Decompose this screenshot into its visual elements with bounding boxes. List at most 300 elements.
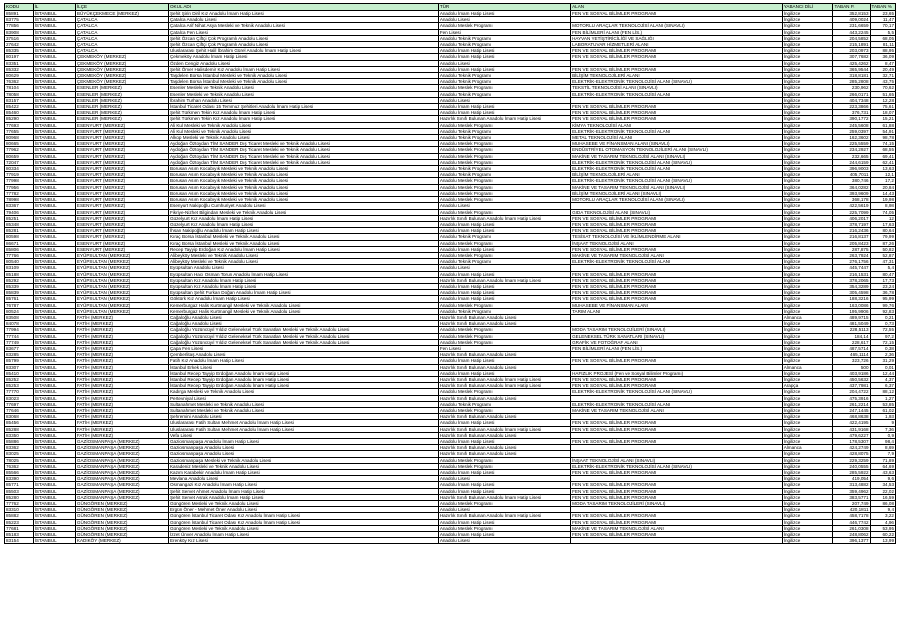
cell-taban-puan: 396,1377 bbox=[833, 538, 870, 544]
cell-ilce: ESENYURT (MERKEZ) bbox=[75, 141, 168, 147]
cell-tur: Anadolu İmam Hatip Lisesi bbox=[438, 54, 570, 60]
cell-kodu: 80540 bbox=[5, 259, 34, 265]
cell-taban-puan: 383,5771 bbox=[833, 494, 870, 500]
cell-okul-adi: Çatalca Anadolu Lisesi bbox=[168, 17, 438, 23]
cell-taban-yuzde: 23,24 bbox=[870, 283, 895, 289]
cell-taban-yuzde: 1,27 bbox=[870, 395, 895, 401]
cell-kodu: 76362 bbox=[5, 463, 34, 469]
cell-taban-yuzde: 20,84 bbox=[870, 184, 895, 190]
cell-tur: Anadolu İmam Hatip Lisesi bbox=[438, 228, 570, 234]
cell-yabanci-dili: İngilizce bbox=[782, 321, 833, 327]
cell-alan: FEN VE SOSYAL BİLİMLER PROGRAMI bbox=[571, 519, 783, 525]
cell-yabanci-dili: İngilizce bbox=[782, 327, 833, 333]
cell-ilce: FATİH (MERKEZ) bbox=[75, 321, 168, 327]
cell-tur: Fen Lisesi bbox=[438, 29, 570, 35]
cell-yabanci-dili: İngilizce bbox=[782, 97, 833, 103]
cell-alan: FEN VE SOSYAL BİLİMLER PROGRAMI bbox=[571, 283, 783, 289]
cell-taban-yuzde: 8,47 bbox=[870, 60, 895, 66]
cell-kodu: 85253 bbox=[5, 383, 34, 389]
cell-il: İSTANBUL bbox=[33, 190, 75, 196]
cell-kodu: 85280 bbox=[5, 494, 34, 500]
cell-yabanci-dili: İngilizce bbox=[782, 376, 833, 382]
cell-yabanci-dili: İngilizce bbox=[782, 408, 833, 414]
cell-kodu: 85566 bbox=[5, 470, 34, 476]
cell-alan: ENDÜSTRİYEL OTOMASYON TEKNOLOJİLERİ ALANI (SINAVLI) bbox=[571, 147, 783, 153]
cell-il: İSTANBUL bbox=[33, 203, 75, 209]
cell-taban-puan: 431,9168 bbox=[833, 426, 870, 432]
cell-taban-puan: 178,5307 bbox=[833, 439, 870, 445]
cell-taban-puan: 266,0171 bbox=[833, 91, 870, 97]
cell-alan: FEN VE SOSYAL BİLİMLER PROGRAMI bbox=[571, 470, 783, 476]
cell-kodu: 85761 bbox=[5, 296, 34, 302]
cell-tur: Anadolu Meslek Programı bbox=[438, 457, 570, 463]
cell-kodu: 72047 bbox=[5, 159, 34, 165]
cell-taban-yuzde: 36,09 bbox=[870, 54, 895, 60]
cell-taban-yuzde: 52,87 bbox=[870, 252, 895, 258]
cell-il: İSTANBUL bbox=[33, 507, 75, 513]
cell-ilce: FATİH (MERKEZ) bbox=[75, 414, 168, 420]
cell-ilce: ESENYURT (MERKEZ) bbox=[75, 122, 168, 128]
cell-okul-adi: Çapa Fen Lisesi bbox=[168, 345, 438, 351]
cell-kodu: 85288 bbox=[5, 426, 34, 432]
cell-taban-yuzde: 88,12 bbox=[870, 389, 895, 395]
cell-ilce: KADIKÖY (MERKEZ) bbox=[75, 538, 168, 544]
cell-alan: FEN VE SOSYAL BİLİMLER PROGRAMI bbox=[571, 482, 783, 488]
cell-tur: Anadolu İmam Hatip Lisesi bbox=[438, 370, 570, 376]
cell-alan: FEN VE SOSYAL BİLİMLER PROGRAMI bbox=[571, 488, 783, 494]
cell-yabanci-dili: İngilizce bbox=[782, 277, 833, 283]
cell-okul-adi: Güngören Mesleki ve Teknik Anadolu Lisesi bbox=[168, 525, 438, 531]
cell-tur: Hazırlık Sınıfı Bulunan Anadolu İmam Hatip Lisesi bbox=[438, 426, 570, 432]
cell-taban-puan: 225,5559 bbox=[833, 141, 870, 147]
cell-okul-adi: Şehit Türkmen Tekin Kız Anadolu İmam Hatip Lisesi bbox=[168, 116, 438, 122]
cell-tur: Anadolu Meslek Programı bbox=[438, 501, 570, 507]
cell-ilce: ÇATALCA bbox=[75, 42, 168, 48]
cell-alan: FEN VE SOSYAL BİLİMLER PROGRAMI bbox=[571, 513, 783, 519]
cell-taban-puan: 261,2214 bbox=[833, 401, 870, 407]
cell-il: İSTANBUL bbox=[33, 308, 75, 314]
cell-tur: Anadolu İmam Hatip Lisesi bbox=[438, 532, 570, 538]
cell-alan: FEN VE SOSYAL BİLİMLER PROGRAMI bbox=[571, 296, 783, 302]
cell-tur: Anadolu Lisesi bbox=[438, 17, 570, 23]
cell-alan: GRAFİK VE FOTOĞRAF ALANI bbox=[571, 339, 783, 345]
cell-taban-yuzde: 68,55 bbox=[870, 147, 895, 153]
cell-tur: Anadolu Meslek Programı bbox=[438, 525, 570, 531]
cell-taban-puan: 390,1772 bbox=[833, 116, 870, 122]
cell-tur: Anadolu Meslek Programı bbox=[438, 85, 570, 91]
cell-tur: Anadolu Meslek Programı bbox=[438, 252, 570, 258]
cell-il: İSTANBUL bbox=[33, 141, 75, 147]
cell-yabanci-dili: İngilizce bbox=[782, 190, 833, 196]
cell-taban-puan: 409,0024 bbox=[833, 17, 870, 23]
cell-taban-yuzde: 18,07 bbox=[870, 110, 895, 116]
cell-il: İSTANBUL bbox=[33, 271, 75, 277]
cell-taban-yuzde: 0,38 bbox=[870, 345, 895, 351]
cell-taban-puan: 234,2927 bbox=[833, 147, 870, 153]
cell-il: İSTANBUL bbox=[33, 395, 75, 401]
cell-ilce: FATİH (MERKEZ) bbox=[75, 364, 168, 370]
cell-taban-puan: 458,7178 bbox=[833, 513, 870, 519]
cell-yabanci-dili: İngilizce bbox=[782, 221, 833, 227]
cell-taban-puan: 422,4195 bbox=[833, 420, 870, 426]
cell-il: İSTANBUL bbox=[33, 79, 75, 85]
cell-okul-adi: İhsan Nakipoğlu Anadolu İmam Hatip Lisesi bbox=[168, 228, 438, 234]
cell-kodu: 85839 bbox=[5, 290, 34, 296]
cell-taban-yuzde: 4,37 bbox=[870, 376, 895, 382]
cell-kodu: 77994 bbox=[5, 327, 34, 333]
cell-okul-adi: Özden Cengiz Anadolu Lisesi bbox=[168, 60, 438, 66]
cell-il: İSTANBUL bbox=[33, 60, 75, 66]
cell-taban-yuzde: 86,08 bbox=[870, 501, 895, 507]
cell-taban-puan: 481,5049 bbox=[833, 321, 870, 327]
cell-yabanci-dili: İngilizce bbox=[782, 122, 833, 128]
cell-taban-yuzde: 88,95 bbox=[870, 48, 895, 54]
cell-taban-yuzde: 72,55 bbox=[870, 327, 895, 333]
cell-taban-yuzde: 92,83 bbox=[870, 308, 895, 314]
cell-taban-yuzde: 69,41 bbox=[870, 153, 895, 159]
cell-tur: Anadolu Meslek Programı bbox=[438, 327, 570, 333]
cell-tur: Hazırlık Sınıfı Bulunan Anadolu İmam Hatip Lisesi bbox=[438, 383, 570, 389]
header-alan: ALAN bbox=[571, 4, 783, 11]
cell-alan: MAKİNE VE TASARIM TEKNOLOJİSİ ALANI (SINAVLI) bbox=[571, 153, 783, 159]
cell-okul-adi: Şehit Ömer Halisdemir Kız Anadolu İmam Hatip Lisesi bbox=[168, 66, 438, 72]
cell-il: İSTANBUL bbox=[33, 333, 75, 339]
cell-tur: Anadolu Meslek Programı bbox=[438, 333, 570, 339]
cell-alan: FEN BİLİMLERİ ALANI (FEN LİS.) bbox=[571, 345, 783, 351]
cell-yabanci-dili: İngilizce bbox=[782, 228, 833, 234]
cell-alan: ELEKTRİK-ELEKTRONİK TEKNOLOJİSİ ALANI bbox=[571, 401, 783, 407]
cell-il: İSTANBUL bbox=[33, 97, 75, 103]
cell-taban-yuzde: 61,02 bbox=[870, 408, 895, 414]
cell-kodu: 85188 bbox=[5, 271, 34, 277]
cell-ilce: EYÜPSULTAN (MERKEZ) bbox=[75, 277, 168, 283]
cell-okul-adi: Sultanahmet Mesleki ve Teknik Anadolu Lisesi bbox=[168, 401, 438, 407]
cell-tur: Hazırlık Sınıfı Bulunan Anadolu Lisesi bbox=[438, 352, 570, 358]
cell-il: İSTANBUL bbox=[33, 513, 75, 519]
cell-ilce: EYÜPSULTAN (MERKEZ) bbox=[75, 302, 168, 308]
cell-kodu: 85223 bbox=[5, 519, 34, 525]
cell-tur: Anadolu Teknik Programı bbox=[438, 91, 570, 97]
cell-yabanci-dili: İngilizce bbox=[782, 283, 833, 289]
cell-okul-adi: Esenler Mesleki ve Teknik Anadolu Lisesi bbox=[168, 85, 438, 91]
cell-kodu: 85335 bbox=[5, 48, 34, 54]
cell-taban-yuzde: 3,22 bbox=[870, 513, 895, 519]
cell-kodu: 83310 bbox=[5, 507, 34, 513]
cell-alan: ELEKTRİK-ELEKTRONİK TEKNOLOJİSİ ALANI (SINAVLI) bbox=[571, 159, 783, 165]
cell-il: İSTANBUL bbox=[33, 259, 75, 265]
cell-taban-puan: 419,054 bbox=[833, 476, 870, 482]
cell-taban-yuzde: 9 bbox=[870, 420, 895, 426]
cell-ilce: ESENYURT (MERKEZ) bbox=[75, 153, 168, 159]
cell-alan: FEN BİLİMLERİ ALANI (FEN LİS.) bbox=[571, 29, 783, 35]
cell-ilce: ÇATALCA bbox=[75, 23, 168, 29]
cell-ilce: ÇEKMEKÖY (MERKEZ) bbox=[75, 54, 168, 60]
cell-alan: MODA TASARIM TEKNOLOJİLERİ (SINAVLI) bbox=[571, 501, 783, 507]
cell-il: İSTANBUL bbox=[33, 339, 75, 345]
cell-yabanci-dili: İngilizce bbox=[782, 451, 833, 457]
cell-tur: Anadolu Teknik Programı bbox=[438, 79, 570, 85]
cell-yabanci-dili: İngilizce bbox=[782, 234, 833, 240]
cell-okul-adi: Borusan Asım Kocabıyık Mesleki ve Teknik Anadolu Lisesi bbox=[168, 166, 438, 172]
cell-alan: ELEKTRİK-ELEKTRONİK TEKNOLOJİSİ ALANI bbox=[571, 166, 783, 172]
cell-taban-yuzde: 8,69 bbox=[870, 445, 895, 451]
cell-ilce: EYÜPSULTAN (MERKEZ) bbox=[75, 252, 168, 258]
cell-taban-puan: 437,7981 bbox=[833, 383, 870, 389]
cell-alan: FEN VE SOSYAL BİLİMLER PROGRAMI bbox=[571, 271, 783, 277]
cell-ilce: ESENYURT (MERKEZ) bbox=[75, 166, 168, 172]
cell-okul-adi: Aydoğan Öztoydan TİM SANDER Dış Ticaret Mesleki ve Teknik Anadolu Lisesi bbox=[168, 141, 438, 147]
cell-ilce: ESENYURT (MERKEZ) bbox=[75, 172, 168, 178]
cell-ilce: FATİH (MERKEZ) bbox=[75, 401, 168, 407]
cell-il: İSTANBUL bbox=[33, 321, 75, 327]
cell-ilce: FATİH (MERKEZ) bbox=[75, 395, 168, 401]
cell-okul-adi: Gaziosmanpaşa Anadolu Lisesi bbox=[168, 445, 438, 451]
cell-taban-puan: 405,7011 bbox=[833, 172, 870, 178]
cell-kodu: 77749 bbox=[5, 339, 34, 345]
cell-yabanci-dili: İngilizce bbox=[782, 42, 833, 48]
cell-yabanci-dili: İngilizce bbox=[782, 513, 833, 519]
cell-il: İSTANBUL bbox=[33, 420, 75, 426]
cell-kodu: 80629 bbox=[5, 73, 34, 79]
cell-il: İSTANBUL bbox=[33, 246, 75, 252]
cell-yabanci-dili: İngilizce bbox=[782, 290, 833, 296]
cell-yabanci-dili: İngilizce bbox=[782, 35, 833, 41]
cell-kodu: 77956 bbox=[5, 184, 34, 190]
cell-taban-yuzde: 72,15 bbox=[870, 339, 895, 345]
cell-alan: LABORATUVAR HİZMETLERİ ALANI bbox=[571, 42, 783, 48]
cell-yabanci-dili: Almanca bbox=[782, 445, 833, 451]
cell-alan: FEN VE SOSYAL BİLİMLER PROGRAMI bbox=[571, 104, 783, 110]
cell-il: İSTANBUL bbox=[33, 66, 75, 72]
cell-taban-puan: 261,0308 bbox=[833, 525, 870, 531]
table-body bbox=[5, 11, 896, 544]
cell-il: İSTANBUL bbox=[33, 358, 75, 364]
data-table-container bbox=[4, 3, 896, 544]
cell-tur: Hazırlık Sınıfı Bulunan Anadolu İmam Hatip Lisesi bbox=[438, 277, 570, 283]
cell-tur: Anadolu Teknik Programı bbox=[438, 35, 570, 41]
cell-ilce: GAZİOSMANPAŞA (MERKEZ) bbox=[75, 494, 168, 500]
cell-okul-adi: Cağaloğlu Yüzüncüyıl Yıldız Geleneksel Türk Sanatları Mesleki ve Teknik Anadolu Lisesi bbox=[168, 327, 438, 333]
cell-il: İSTANBUL bbox=[33, 23, 75, 29]
cell-taban-puan: 404,7348 bbox=[833, 97, 870, 103]
cell-ilce: FATİH (MERKEZ) bbox=[75, 389, 168, 395]
cell-kodu: 83390 bbox=[5, 476, 34, 482]
cell-taban-yuzde: 12,28 bbox=[870, 97, 895, 103]
cell-alan: FEN VE SOSYAL BİLİMLER PROGRAMI bbox=[571, 221, 783, 227]
cell-ilce: GAZİOSMANPAŞA (MERKEZ) bbox=[75, 482, 168, 488]
cell-okul-adi: Borusan Asım Kocabıyık Mesleki ve Teknik Anadolu Lisesi bbox=[168, 190, 438, 196]
cell-kodu: 80968 bbox=[5, 135, 34, 141]
cell-tur: Anadolu Meslek Programı bbox=[438, 190, 570, 196]
cell-kodu: 83025 bbox=[5, 451, 34, 457]
cell-taban-puan: 420,1811 bbox=[833, 507, 870, 513]
cell-ilce: ESENLER (MERKEZ) bbox=[75, 85, 168, 91]
cell-kodu: 85882 bbox=[5, 513, 34, 519]
header-okul-adi: OKUL ADI bbox=[168, 4, 438, 11]
cell-tur: Anadolu Meslek Programı bbox=[438, 240, 570, 246]
cell-yabanci-dili: İngilizce bbox=[782, 259, 833, 265]
cell-tur: Anadolu İmam Hatip Lisesi bbox=[438, 296, 570, 302]
cell-alan: ELEKTRİK-ELEKTRONİK TEKNOLOJİSİ ALANI bbox=[571, 91, 783, 97]
cell-alan: METAL TEKNOLOJİSİ ALANI bbox=[571, 135, 783, 141]
cell-kodu: 80665 bbox=[5, 141, 34, 147]
cell-taban-yuzde: 61,88 bbox=[870, 122, 895, 128]
cell-alan: FEN VE SOSYAL BİLİMLER PROGRAMI bbox=[571, 277, 783, 283]
cell-taban-puan: 247,1445 bbox=[833, 408, 870, 414]
cell-okul-adi: Güngören İstanbul Ticaret Odası Kız Anadolu İmam Hatip Lisesi bbox=[168, 513, 438, 519]
cell-okul-adi: Esenyurt Nakipoğlu Cumhuriyet Anadolu Lisesi bbox=[168, 203, 438, 209]
cell-taban-puan: 475,3916 bbox=[833, 395, 870, 401]
cell-tur: Hazırlık Sınıfı Bulunan Anadolu Lisesi bbox=[438, 451, 570, 457]
cell-tur: Anadolu Meslek Programı bbox=[438, 339, 570, 345]
cell-yabanci-dili: İngilizce bbox=[782, 463, 833, 469]
cell-alan: BİLİŞİM TEKNOLOJİLERİ ALANI (SINAVLI) bbox=[571, 190, 783, 196]
cell-kodu: 80598 bbox=[5, 234, 34, 240]
cell-ilce: ÇATALCA bbox=[75, 17, 168, 23]
cell-yabanci-dili: İngilizce bbox=[782, 296, 833, 302]
cell-taban-puan: 228,617 bbox=[833, 339, 870, 345]
cell-kodu: 85292 bbox=[5, 277, 34, 283]
cell-kodu: 85886 bbox=[5, 439, 34, 445]
cell-taban-yuzde: 17,73 bbox=[870, 277, 895, 283]
cell-kodu: 85771 bbox=[5, 482, 34, 488]
cell-il: İSTANBUL bbox=[33, 457, 75, 463]
cell-il: İSTANBUL bbox=[33, 327, 75, 333]
cell-yabanci-dili: İngilizce bbox=[782, 401, 833, 407]
cell-taban-yuzde: 98,78 bbox=[870, 135, 895, 141]
cell-tur: Anadolu Lisesi bbox=[438, 507, 570, 513]
cell-yabanci-dili: İngilizce bbox=[782, 60, 833, 66]
cell-tur: Anadolu Teknik Programı bbox=[438, 308, 570, 314]
cell-tur: Anadolu Teknik Programı bbox=[438, 135, 570, 141]
cell-okul-adi: Güzelyurt Kız Anadolu İmam Hatip Lisesi bbox=[168, 215, 438, 221]
cell-tur: Fen Lisesi bbox=[438, 345, 570, 351]
cell-kodu: 77919 bbox=[5, 172, 34, 178]
cell-yabanci-dili: İngilizce bbox=[782, 501, 833, 507]
cell-tur: Anadolu İmam Hatip Lisesi bbox=[438, 104, 570, 110]
cell-il: İSTANBUL bbox=[33, 352, 75, 358]
cell-taban-puan: 204,4722 bbox=[833, 389, 870, 395]
cell-taban-puan: 276,1756 bbox=[833, 259, 870, 265]
cell-taban-yuzde: 12 bbox=[870, 215, 895, 221]
cell-tur: Anadolu Lisesi bbox=[438, 60, 570, 66]
cell-taban-yuzde: 68,05 bbox=[870, 35, 895, 41]
cell-taban-yuzde: 0,01 bbox=[870, 364, 895, 370]
cell-tur: Anadolu Meslek Programı bbox=[438, 209, 570, 215]
cell-il: İSTANBUL bbox=[33, 184, 75, 190]
cell-okul-adi: Eyüpsultan Hacı Osman Torun Anadolu İmam Hatip Lisesi bbox=[168, 271, 438, 277]
cell-yabanci-dili: İngilizce bbox=[782, 23, 833, 29]
cell-tur: Hazırlık Sınıfı Bulunan Anadolu Lisesi bbox=[438, 414, 570, 420]
cell-tur: Anadolu Lisesi bbox=[438, 203, 570, 209]
cell-il: İSTANBUL bbox=[33, 370, 75, 376]
cell-okul-adi: Gaziosmanpaşa Anadolu İmam Hatip Lisesi bbox=[168, 439, 438, 445]
cell-ilce: FATİH (MERKEZ) bbox=[75, 352, 168, 358]
cell-taban-puan: 259,0397 bbox=[833, 128, 870, 134]
cell-okul-adi: İzzet Ünver Anadolu İmam Hatip Lisesi bbox=[168, 532, 438, 538]
cell-taban-yuzde: 47,31 bbox=[870, 259, 895, 265]
cell-yabanci-dili: İngilizce bbox=[782, 203, 833, 209]
cell-tur: Anadolu Meslek Programı bbox=[438, 184, 570, 190]
cell-taban-puan: 422,5619 bbox=[833, 203, 870, 209]
cell-alan: ELEKTRİK-ELEKTRONİK TEKNOLOJİSİ ALANI (SINAVLI) bbox=[571, 79, 783, 85]
cell-taban-puan: 445,7447 bbox=[833, 265, 870, 271]
cell-ilce: EYÜPSULTAN (MERKEZ) bbox=[75, 259, 168, 265]
cell-ilce: EYÜPSULTAN (MERKEZ) bbox=[75, 283, 168, 289]
cell-taban-yuzde: 99,76 bbox=[870, 302, 895, 308]
cell-tur: Hazırlık Sınıfı Bulunan Anadolu İmam Hatip Lisesi bbox=[438, 215, 570, 221]
cell-il: İSTANBUL bbox=[33, 54, 75, 60]
cell-alan: ELEKTRİK-ELEKTRONİK TEKNOLOJİSİ ALANI (SINAVLI) bbox=[571, 389, 783, 395]
cell-okul-adi: Ali Kul Mesleki ve Teknik Anadolu Lisesi bbox=[168, 128, 438, 134]
cell-tur: Anadolu Meslek Programı bbox=[438, 122, 570, 128]
cell-taban-puan: 230,962 bbox=[833, 85, 870, 91]
cell-ilce: GAZİOSMANPAŞA (MERKEZ) bbox=[75, 463, 168, 469]
cell-kodu: 85806 bbox=[5, 246, 34, 252]
cell-taban-yuzde: 22,02 bbox=[870, 488, 895, 494]
cell-ilce: FATİH (MERKEZ) bbox=[75, 420, 168, 426]
cell-alan: MUHASEBE VE FİNANSMAN ALANI (SINAVLI) bbox=[571, 141, 783, 147]
cell-okul-adi: Şehit Servet Asrak Anadolu İmam Hatip Lisesi bbox=[168, 494, 438, 500]
cell-alan: FEN VE SOSYAL BİLİMLER PROGRAMI bbox=[571, 532, 783, 538]
cell-kodu: 83350 bbox=[5, 432, 34, 438]
cell-tur: Anadolu İmam Hatip Lisesi bbox=[438, 290, 570, 296]
cell-yabanci-dili: İngilizce bbox=[782, 246, 833, 252]
cell-okul-adi: İstanbul Recep Tayyip Erdoğan Anadolu İmam Hatip Lisesi bbox=[168, 376, 438, 382]
cell-tur: Anadolu İmam Hatip Lisesi bbox=[438, 48, 570, 54]
cell-kodu: 79406 bbox=[5, 209, 34, 215]
cell-taban-puan: 468,8638 bbox=[833, 414, 870, 420]
cell-il: İSTANBUL bbox=[33, 364, 75, 370]
cell-taban-puan: 204,5852 bbox=[833, 35, 870, 41]
cell-kodu: 77655 bbox=[5, 128, 34, 134]
cell-yabanci-dili: İngilizce bbox=[782, 215, 833, 221]
cell-kodu: 83307 bbox=[5, 364, 34, 370]
cell-taban-yuzde: 70,62 bbox=[870, 85, 895, 91]
cell-okul-adi: Kadırga Mesleki ve Teknik Anadolu Lisesi bbox=[168, 389, 438, 395]
cell-il: İSTANBUL bbox=[33, 345, 75, 351]
cell-yabanci-dili: İngilizce bbox=[782, 79, 833, 85]
cell-ilce: GÜNGÖREN (MERKEZ) bbox=[75, 513, 168, 519]
cell-taban-yuzde: 53,85 bbox=[870, 401, 895, 407]
cell-alan: FEN VE SOSYAL BİLİMLER PROGRAMI bbox=[571, 110, 783, 116]
cell-alan: FEN VE SOSYAL BİLİMLER PROGRAMI bbox=[571, 358, 783, 364]
cell-tur: Anadolu İmam Hatip Lisesi bbox=[438, 66, 570, 72]
header-ilce: İLÇE bbox=[75, 4, 168, 11]
cell-okul-adi: Eyüpsultan Şehit Furkan Doğan Anadolu İmam Hatip Lisesi bbox=[168, 290, 438, 296]
cell-taban-puan: 323,726 bbox=[833, 358, 870, 364]
cell-taban-yuzde: 16,59 bbox=[870, 494, 895, 500]
cell-tur: Hazırlık Sınıfı Bulunan Anadolu Lisesi bbox=[438, 445, 570, 451]
cell-yabanci-dili: İngilizce bbox=[782, 457, 833, 463]
cell-tur: Anadolu Teknik Programı bbox=[438, 234, 570, 240]
cell-il: İSTANBUL bbox=[33, 376, 75, 382]
cell-kodu: 83367 bbox=[5, 203, 34, 209]
cell-alan: HAFIZLIK PROJESİ (Fen ve Sosyal Bilimler Programı) bbox=[571, 370, 783, 376]
cell-tur: Anadolu Meslek Programı bbox=[438, 178, 570, 184]
cell-taban-yuzde: 74,15 bbox=[870, 141, 895, 147]
cell-okul-adi: Ali Kul Mesleki ve Teknik Anadolu Lisesi bbox=[168, 122, 438, 128]
cell-yabanci-dili: İngilizce bbox=[782, 482, 833, 488]
cell-alan: MODA TASARIM TEKNOLOJİLERİ (SINAVLI) bbox=[571, 327, 783, 333]
cell-taban-yuzde: 0,21 bbox=[870, 314, 895, 320]
cell-kodu: 83362 bbox=[5, 445, 34, 451]
cell-il: İSTANBUL bbox=[33, 482, 75, 488]
header-taban-yuzde: TABAN % bbox=[870, 4, 895, 11]
cell-il: İSTANBUL bbox=[33, 17, 75, 23]
cell-ilce: GÜNGÖREN (MERKEZ) bbox=[75, 532, 168, 538]
cell-il: İSTANBUL bbox=[33, 240, 75, 246]
